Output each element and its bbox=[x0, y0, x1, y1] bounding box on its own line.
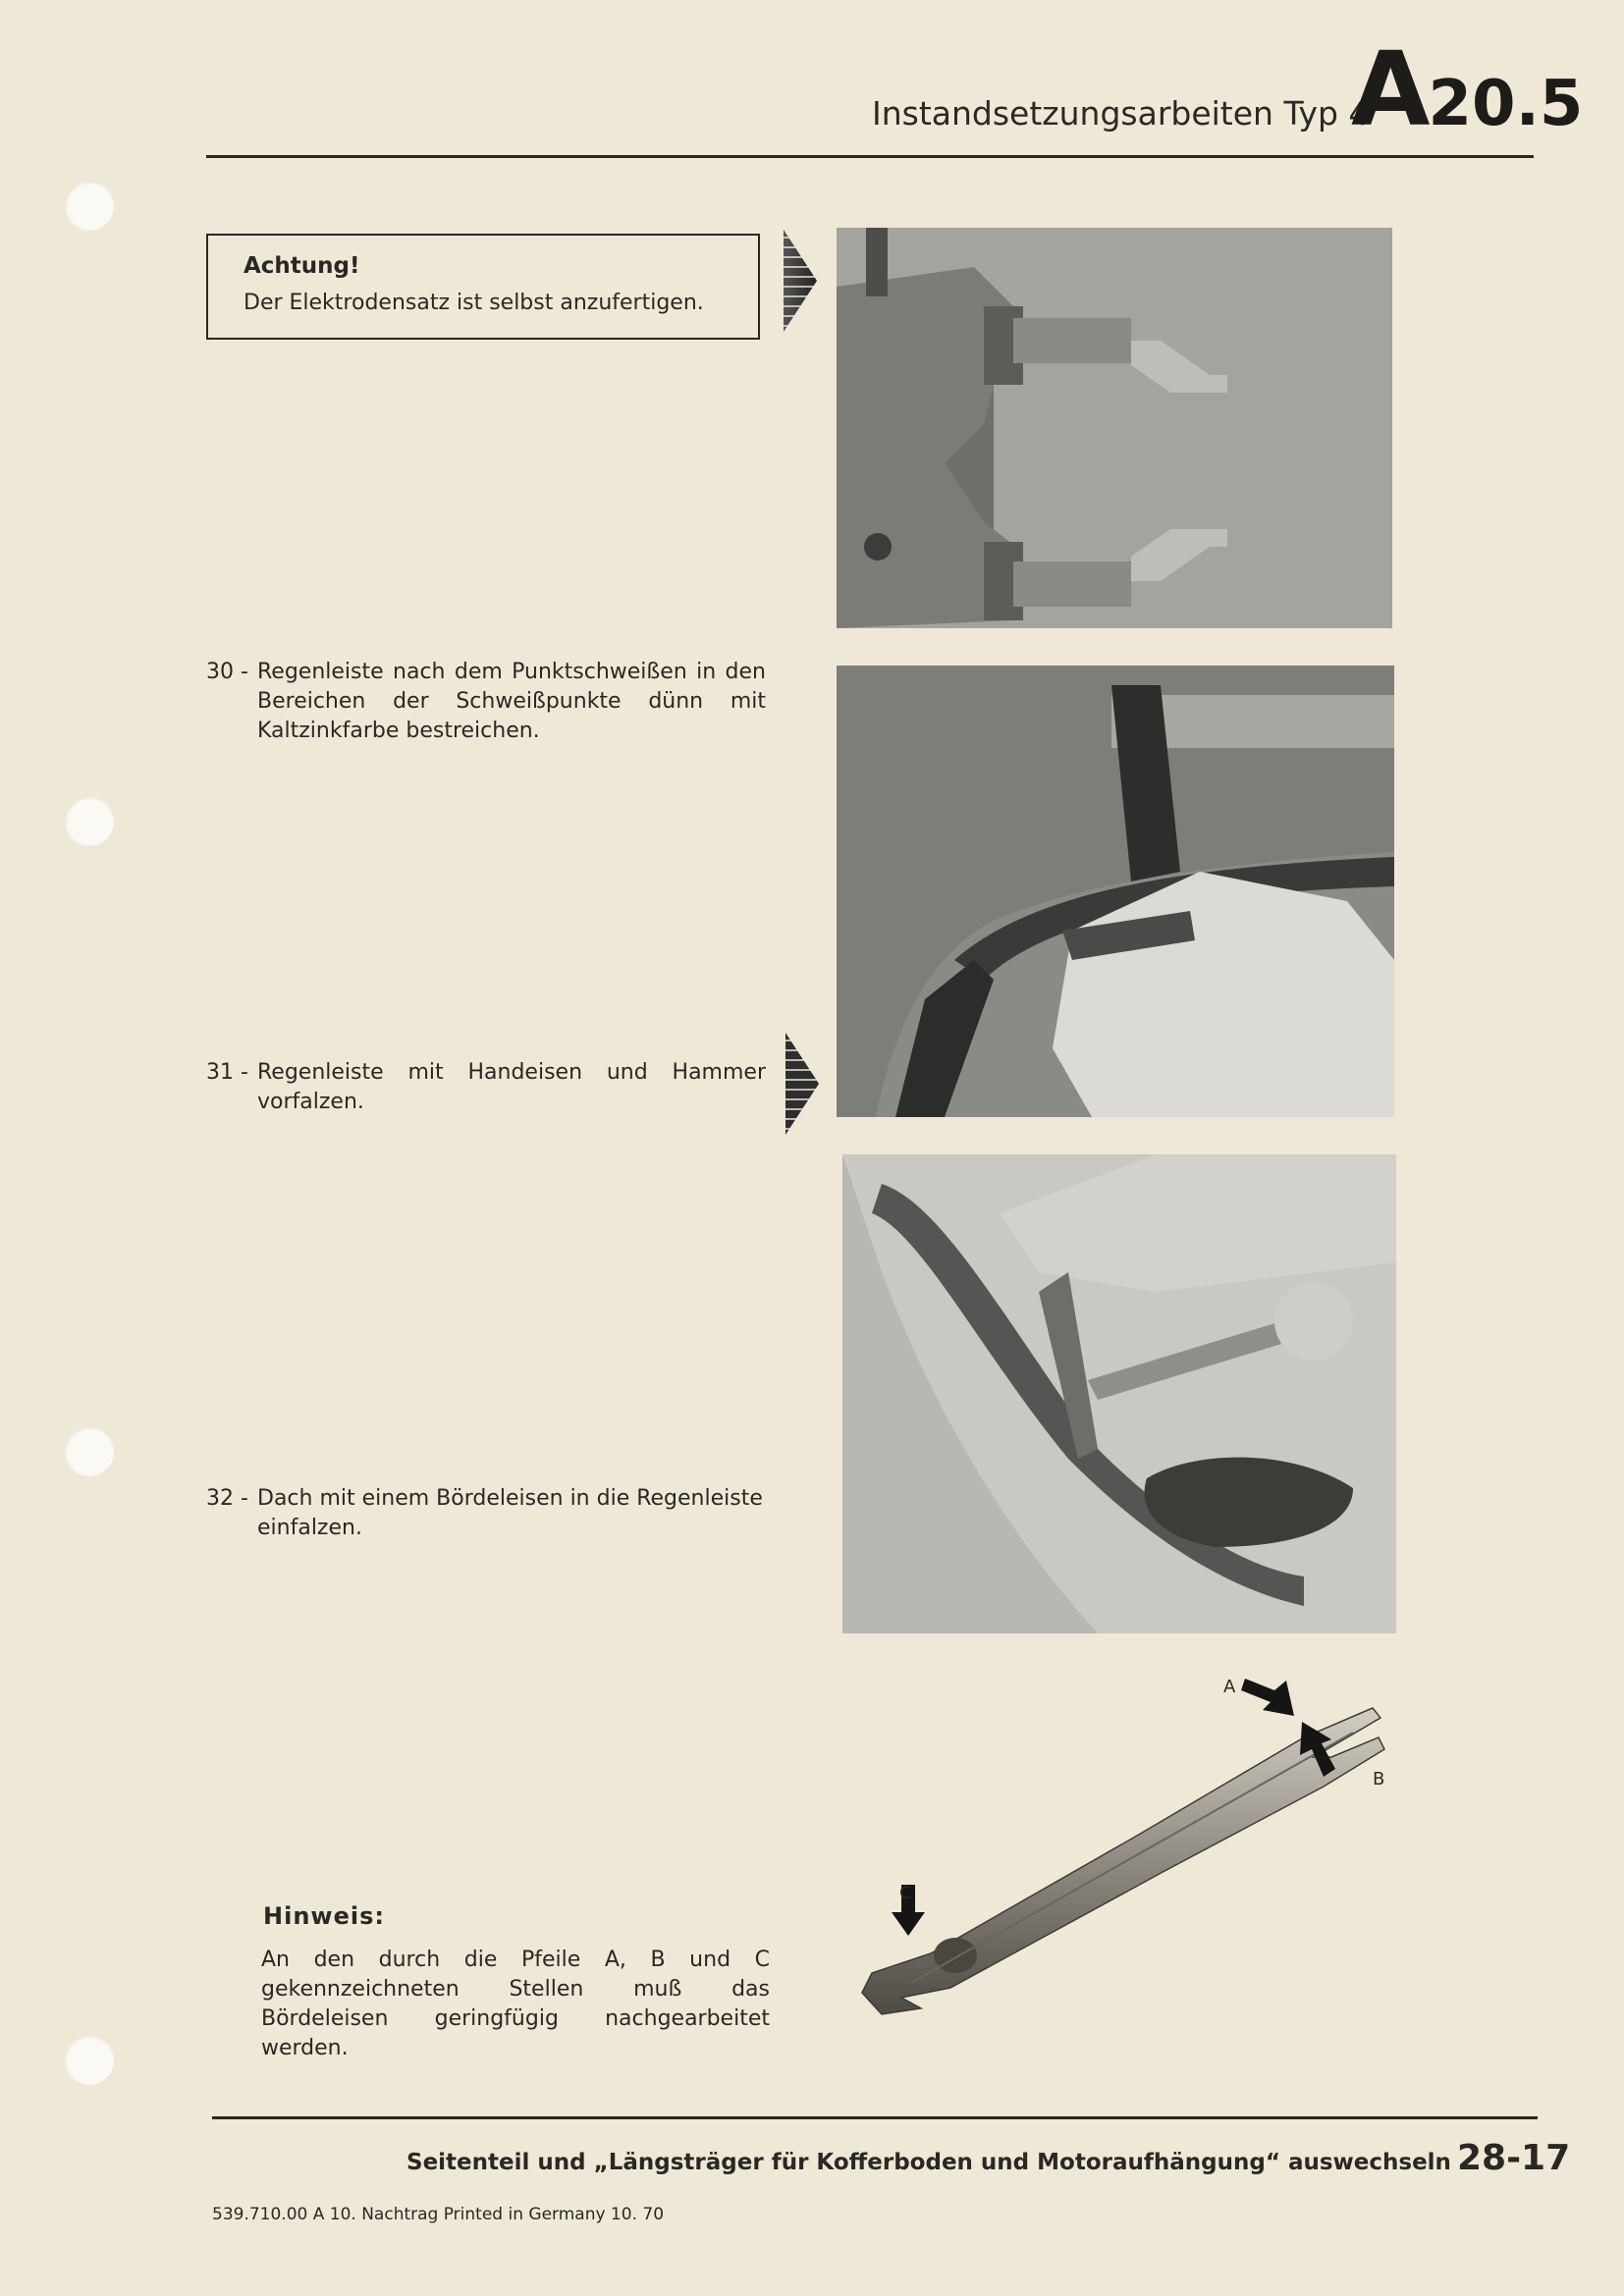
binder-hole-2 bbox=[65, 797, 114, 846]
footer-title: Seitenteil und „Längsträger für Kofferboden und Motoraufhängung“ auswechseln bbox=[406, 2150, 1451, 2175]
tool-label-a: A bbox=[1223, 1677, 1236, 1697]
header-subtitle: Instandsetzungsarbeiten Typ 4 bbox=[872, 94, 1370, 133]
arrow-a-icon bbox=[1241, 1679, 1294, 1716]
hint-title: Hinweis: bbox=[263, 1902, 385, 1930]
step-number: 30 - bbox=[206, 660, 248, 684]
step-30 bbox=[206, 658, 766, 756]
notice-box bbox=[206, 234, 760, 340]
page-number: 28-17 bbox=[1457, 2138, 1571, 2178]
step-32 bbox=[206, 1484, 766, 1553]
notice-body: Der Elektrodensatz ist selbst anzufertigen. bbox=[244, 291, 704, 315]
hint-body: An den durch die Pfeile A, B und C gekennzeichneten Stellen muß das Bördeleisen geringfügig nachgearbeitet werden. bbox=[261, 1948, 770, 2060]
pointer-arrow-icon bbox=[784, 230, 817, 332]
step-text: Regenleiste mit Handeisen und Hammer vorfalzen. bbox=[257, 1060, 766, 1114]
pointer-arrow-icon bbox=[785, 1033, 819, 1135]
section-code-number: 20.5 bbox=[1428, 68, 1584, 140]
photo-seaming-iron bbox=[842, 1154, 1396, 1633]
header-rule bbox=[206, 155, 1534, 158]
tool-label-c: C bbox=[899, 1883, 912, 1903]
binder-hole-4 bbox=[65, 2036, 114, 2085]
section-code-letter: A bbox=[1351, 29, 1429, 149]
photo-hammer-pre-fold bbox=[837, 666, 1394, 1117]
step-text: Regenleiste nach dem Punktschweißen in den Bereichen der Schweißpunkte dünn mit Kaltzinkfarbe bestreichen. bbox=[257, 660, 766, 743]
photo-electrode-set bbox=[837, 228, 1392, 628]
tool-label-b: B bbox=[1373, 1769, 1385, 1789]
binder-hole-1 bbox=[65, 182, 114, 231]
step-text: Dach mit einem Bördeleisen in die Regenleiste einfalzen. bbox=[257, 1486, 763, 1540]
binder-hole-3 bbox=[65, 1427, 114, 1476]
step-number: 31 - bbox=[206, 1060, 248, 1085]
step-31 bbox=[206, 1058, 766, 1127]
footer-rule bbox=[212, 2116, 1538, 2119]
tool-diagram bbox=[842, 1659, 1394, 2022]
step-number: 32 - bbox=[206, 1486, 248, 1511]
imprint: 539.710.00 A 10. Nachtrag Printed in Germany 10. 70 bbox=[212, 2205, 665, 2224]
section-code bbox=[1351, 29, 1583, 149]
notice-title: Achtung! bbox=[244, 253, 360, 279]
